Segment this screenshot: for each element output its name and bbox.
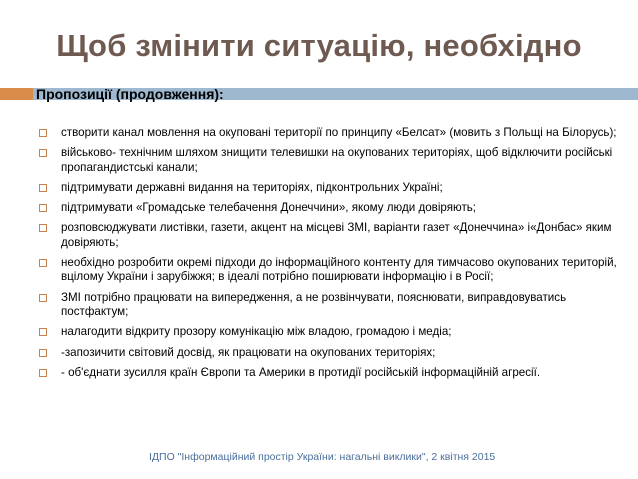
bullet-item bbox=[0, 126, 638, 140]
slide-subtitle: Пропозиції (продовження): bbox=[36, 86, 224, 102]
bullet-item bbox=[0, 146, 638, 175]
bullet-text: підтримувати «Громадське телебачення Донеччини», якому люди довіряють; bbox=[61, 201, 477, 215]
bullet-item bbox=[0, 366, 638, 380]
bullet-square-icon bbox=[39, 204, 47, 212]
slide-title: Щоб змінити ситуацію, необхідно bbox=[56, 28, 582, 63]
bullet-square-icon bbox=[39, 369, 47, 377]
bullet-text: військово- технічним шляхом знищити телевишки на окупованих територіях, щоб відключити російські пропагандистські канали; bbox=[61, 146, 613, 174]
bullet-item bbox=[0, 201, 638, 215]
bullet-text: підтримувати державні видання на територіях, підконтрольних Україні; bbox=[61, 180, 443, 194]
bullet-text: створити канал мовлення на окуповані території по принципу «Белсат» (мовить з Польщі на Білорусь); bbox=[61, 126, 617, 139]
bullet-text: - об'єднати зусилля країн Європи та Америки в протидії російській інформаційній агресії. bbox=[61, 365, 541, 379]
slide-footer: ІДПО "Інформаційний простір України: нагальні виклики", 2 квітня 2015 bbox=[149, 451, 496, 463]
bullet-square-icon bbox=[39, 129, 47, 137]
bullet-item bbox=[0, 256, 638, 285]
bullet-square-icon bbox=[39, 224, 47, 232]
bullet-item bbox=[0, 221, 638, 250]
bullet-item bbox=[0, 181, 638, 195]
bullet-text: розповсюджувати листівки, газети, акцент на місцеві ЗМІ, варіанти газет «Донеччина» і«Донбас» яким довіряють; bbox=[61, 221, 612, 249]
bullet-text: -запозичити світовий досвід, як працювати на окупованих територіях; bbox=[61, 345, 436, 359]
bullet-square-icon bbox=[39, 294, 47, 302]
bullet-square-icon bbox=[39, 259, 47, 267]
bullet-square-icon bbox=[39, 349, 47, 357]
bullet-text: ЗМІ потрібно працювати на випередження, а не розвінчувати, пояснювати, виправдовуватись постфактум; bbox=[61, 290, 567, 318]
subtitle-accent bbox=[0, 88, 33, 100]
bullet-text: необхідно розробити окремі підходи до інформаційного контенту для тимчасово окупованих територій, вцілому України і зарубіжжя; в ідеалі потрібно поширювати інформацію і в Росії; bbox=[61, 256, 617, 284]
bullet-item bbox=[0, 346, 638, 360]
bullet-square-icon bbox=[39, 184, 47, 192]
bullet-list bbox=[0, 126, 638, 386]
bullet-item bbox=[0, 325, 638, 339]
bullet-text: налагодити відкриту прозору комунікацію між владою, громадою і медіа; bbox=[61, 325, 452, 339]
bullet-item bbox=[0, 291, 638, 320]
bullet-square-icon bbox=[39, 149, 47, 157]
bullet-square-icon bbox=[39, 328, 47, 336]
